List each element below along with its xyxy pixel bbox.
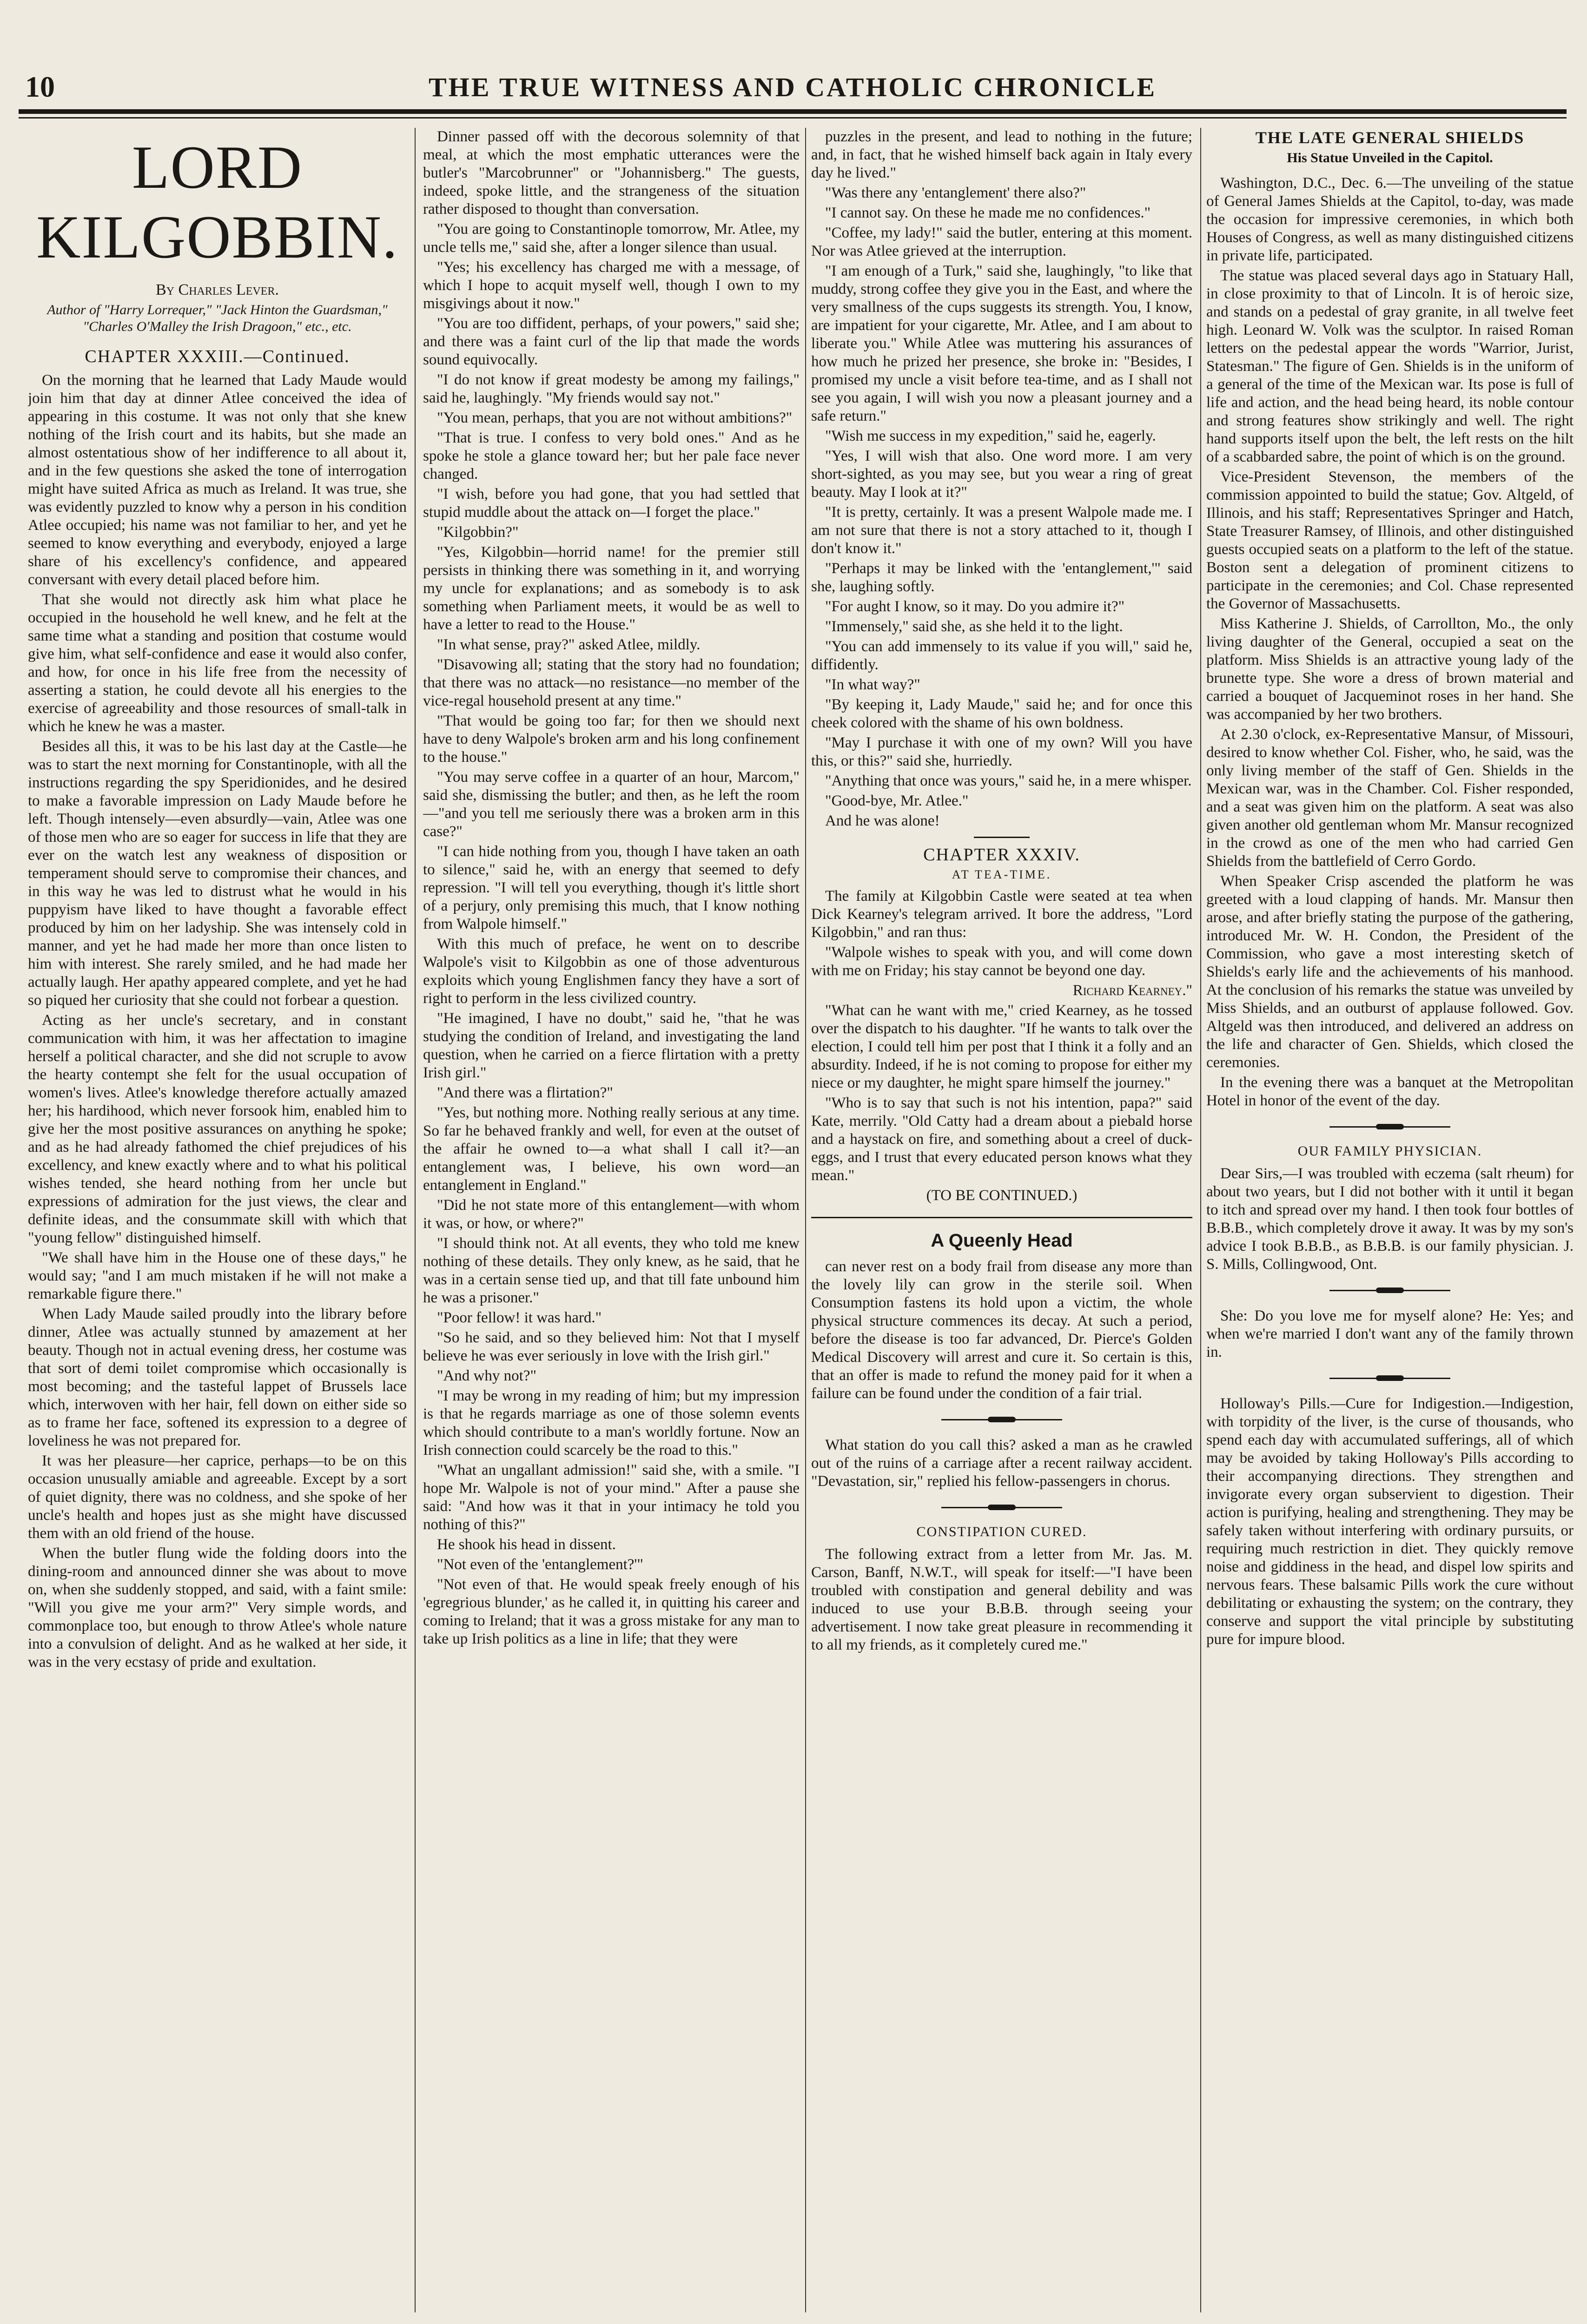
- queenly-head-text: can never rest on a body frail from disease any more than the lovely lily can grow in the sterile soil. When Consumption fastens its hold upon a victim, the whole physical structure commences its decay. At such a period, before the disease is too far advanced, Dr. Pierce's Golden Medical Discovery will arrest and cure it. So certain is this, that an offer is made to refund the money paid for it when a failure can be found under the condition of a fair trial.: [811, 1258, 1192, 1402]
- story-paragraph: "And why not?": [437, 1367, 536, 1384]
- station-joke-text: What station do you call this? asked a man as he crawled out of the ruins of a carriage after a recent railway accident. "Devastation, sir," replied his fellow-passengers in chorus.: [811, 1437, 1192, 1490]
- shields-headline: THE LATE GENERAL SHIELDS: [1255, 128, 1525, 147]
- she-he-joke-text: She: Do you love me for myself alone? He: Yes; and when we're married I don't want any of the family thrown in.: [1206, 1307, 1574, 1360]
- story-paragraph: "Did he not state more of this entanglement—with whom it was, or how, or where?": [423, 1197, 800, 1232]
- story-paragraph: "Yes; his excellency has charged me with a message, of which I hope to acquit myself well, though I own to my misgivings about it now.": [423, 259, 800, 312]
- story-paragraph: "It is pretty, certainly. It was a present Walpole made me. I am not sure that there is not a story attached to it, though I don't know it.": [811, 504, 1192, 557]
- story-paragraph: "What can he want with me," cried Kearney, as he tossed over the dispatch to his daughter. "If he wants to talk over the election, I could tell him per post that I think it a folly and an absurdity. Indeed, if he is not coming to propose for either my niece or my daughter, he might spare himself the journey.": [811, 1002, 1192, 1091]
- page-header: [19, 70, 1567, 112]
- telegram-signature: Richard Kearney.": [1072, 982, 1192, 999]
- story-paragraph: That she would not directly ask him what place he occupied in the household he well knew, and he felt at the same time what a standing and position that costume would give him, what self-confidence and ease it would also confer, and how, for once in his life free from the necessity of asserting a station, he could devote all his energies to the exercise of agreeability and those resources of small-talk in which he knew he was a master.: [28, 591, 407, 735]
- story-paragraph: "By keeping it, Lady Maude," said he; and for once this cheek colored with the shame of his own boldness.: [811, 696, 1192, 731]
- story-paragraph: Acting as her uncle's secretary, and in constant communication with him, it was her affectation to imagine herself a political character, and she did not scruple to avow the hearty contempt she felt for the usual occupation of women's lives. Atlee's knowledge therefore actually amazed her; his hardihood, which never forsook him, enabled him to give her the most positive assurances on anything he spoke; and as he had already fathomed the chief prejudices of his excellency, and knew exactly where and to what his political wishes tended, she heard nothing from her uncle but expressions of admiration for the just views, the clear and definite ideas, and the consummate skill with which that "young fellow" distinguished himself.: [28, 1012, 407, 1246]
- story-paragraph: Dinner passed off with the decorous solemnity of that meal, at which the most emphatic utterances were the butler's "Marcobrunner" or "Johannisberg." The guests, indeed, spoke little, and the strangeness of the situation rather disposed to thought than conversation.: [423, 128, 800, 218]
- story-paragraph: "Walpole wishes to speak with you, and will come down with me on Friday; his stay cannot be beyond one day.: [811, 944, 1192, 979]
- story-paragraph: "I can hide nothing from you, though I have taken an oath to silence," said he, with an energy that seemed to defy repression. "I will tell you everything, though it's little short of a perjury, only premising this much, that I know nothing from Walpole himself.": [423, 843, 800, 932]
- ornamental-rule: [1329, 1375, 1450, 1381]
- family-physician-title: OUR FAMILY PHYSICIAN.: [1297, 1143, 1482, 1159]
- ornamental-rule: [941, 1505, 1062, 1510]
- story-paragraph: "You are going to Constantinople tomorrow, Mr. Atlee, my uncle tells me," said she, after a longer silence than usual.: [423, 221, 800, 256]
- shields-paragraph: Miss Katherine J. Shields, of Carrollton, Mo., the only living daughter of the General, occupied a seat on the platform. Miss Shields is an attractive young lady of the brunette type. She wore a dress of brown material and carried a bouquet of Jacqueminot roses in her hand. She was accompanied by her two brothers.: [1206, 615, 1574, 723]
- story-paragraph: On the morning that he learned that Lady Maude would join him that day at dinner Atlee conceived the idea of appearing in this costume. It was not only that she knew nothing of the Irish court and its habits, but she made an almost ostentatious show of her indifference to all about it, and in the few questions she asked the tone of interrogation might have suited Africa as much as Ireland. It was true, she was evidently puzzled to know why a person in his condition Atlee occupied; his name was not familiar to her, and yet he seemed to know everything and everybody, enjoyed a large share of his excellency's confidence, and appeared conversant with every detail placed before him.: [28, 372, 407, 588]
- story-title: LORD KILGOBBIN.: [36, 133, 398, 271]
- story-paragraph: "Poor fellow! it was hard.": [437, 1309, 602, 1326]
- story-paragraph: "Kilgobbin?": [437, 524, 519, 541]
- story-paragraph: "What an ungallant admission!" said she, with a smile. "I hope Mr. Walpole is not of your mind." After a pause she said: "And how was it that in your intimacy he told you nothing of this?": [423, 1462, 800, 1533]
- story-paragraph: "Coffee, my lady!" said the butler, entering at this moment. Nor was Atlee grieved at the interruption.: [811, 224, 1192, 259]
- story-paragraph: "Not even of that. He would speak freely enough of his 'egregrious blunder,' as he called it, in quitting his career and coming to Ireland; that it was a gross mistake for any man to take up Irish politics as a line in life; that they were: [423, 1576, 800, 1647]
- ornamental-rule: [1329, 1124, 1450, 1129]
- shields-paragraph: At 2.30 o'clock, ex-Representative Mansur, of Missouri, desired to know whether Col. Fisher, who, he said, was the only living member of the staff of Gen. Shields in the Mexican war, was in the Chamber. Col. Fisher responded, and a seat was given him on the platform. A seat was also given another old gentleman whom Mr. Mansur recognized in the crowd as one of the men who had carried Gen Shields from the battlefield of Cerro Gordo.: [1206, 726, 1574, 870]
- story-paragraph: "And there was a flirtation?": [437, 1084, 613, 1101]
- story-paragraph: When the butler flung wide the folding doors into the dining-room and announced dinner she was about to move on, when she suddenly stopped, and said, with a faint smile: "Will you give me your arm?" Very simple words, and commonplace too, but enough to throw Atlee's whole nature into a convulsion of delight. And as he walked at her side, it was in the very ecstasy of pride and exultation.: [28, 1545, 407, 1670]
- story-paragraph: The family at Kilgobbin Castle were seated at tea when Dick Kearney's telegram arrived. It bore the address, "Lord Kilgobbin," and ran thus:: [811, 888, 1192, 941]
- shields-paragraph: In the evening there was a banquet at the Metropolitan Hotel in honor of the event of the day.: [1206, 1074, 1574, 1109]
- column-divider: [415, 128, 416, 2312]
- chapter-heading: CHAPTER XXXIV.: [923, 845, 1080, 865]
- story-paragraph: When Lady Maude sailed proudly into the library before dinner, Atlee was actually stunned by amazement at her beauty. Though not in actual evening dress, her costume was that sort of demi toilet compromise which occasionally is most becoming; and the tasteful lappet of Brussels lace which, interwoven with her hair, fell down on either side so as to frame her face, softened its expression to a degree of loveliness he was not prepared for.: [28, 1306, 407, 1449]
- shields-paragraph: When Speaker Crisp ascended the platform he was greeted with a loud clapping of hands. Mr. Mansur then arose, and after briefly stating the purpose of the gathering, introduced Mr. W. H. Condon, the President of the Commission, who gave a most interesting sketch of Shields's early life and the achievements of his manhood. At the conclusion of his remarks the statue was unveiled by Miss Shields, and an outburst of applause followed. Gov. Altgeld was then introduced, and delivered an address on the life and character of Gen. Shields, which closed the ceremonies.: [1206, 873, 1574, 1071]
- column-divider: [1200, 128, 1201, 2312]
- story-paragraph: "I am enough of a Turk," said she, laughingly, "to like that muddy, strong coffee they give you in the East, and where the very smallness of the cups suggests its strength. You, I know, are impatient for your cigarette, Mr. Atlee, and I am about to liberate you." While Atlee was muttering his assurances of how much he prized her presence, she broke in: "Besides, I promised my uncle a visit before tea-time, and as I shall not see you again, I will wish you now a pleasant journey and a safe return.": [811, 263, 1192, 424]
- story-paragraph: "You are too diffident, perhaps, of your powers," said she; and there was a faint curl of the lip that made the words sound equivocally.: [423, 315, 800, 368]
- story-paragraph: "Good-bye, Mr. Atlee.": [825, 792, 969, 809]
- chapter-subheading: AT TEA-TIME.: [952, 868, 1052, 881]
- story-paragraph: With this much of preface, he went on to describe Walpole's visit to Kilgobbin as one of those adventurous exploits which young Englishmen fancy they have a sort of right to perform in the less civilized country.: [423, 936, 800, 1007]
- shields-paragraph: The statue was placed several days ago in Statuary Hall, in close proximity to that of Lincoln. It is of heroic size, and stands on a pedestal of gray granite, in all twelve feet high. Leonard W. Volk was the sculptor. In raised Roman letters on the pedestal appear the words "Warrior, Jurist, Statesman." The figure of Gen. Shields is in the uniform of a general of the time of the Mexican war. Its pose is full of life and action, and the head being heard, its noble contour and strong features show strikingly and well. The right hand supports itself upon the belt, the left rests on the hilt of a scabbarded sabre, the point of which is on the ground.: [1206, 267, 1574, 465]
- story-paragraph: It was her pleasure—her caprice, perhaps—to be on this occasion unusually amiable and agreeable. Except by a sort of quiet dignity, there was no coldness, and she spoke of her uncle's health and hopes just as she might have discussed them with an old friend of the house.: [28, 1452, 407, 1542]
- story-paragraph: puzzles in the present, and lead to nothing in the future; and, in fact, that he wished himself back again in Italy every day he lived.": [811, 128, 1192, 181]
- column-3: [811, 128, 1192, 2312]
- story-paragraph: He shook his head in dissent.: [437, 1536, 616, 1553]
- story-byline: By Charles Lever.: [156, 281, 279, 298]
- story-paragraph: "That would be going too far; for then we should next have to deny Walpole's broken arm and his long confinement to the house.": [423, 713, 800, 766]
- chapter-heading-continued: CHAPTER XXXIII.—Continued.: [85, 347, 350, 366]
- story-paragraph: "Yes, Kilgobbin—horrid name! for the premier still persists in thinking there was something in it, and worrying my uncle for explanations; and as somebody is to ask something when Parliament meets, it would be as well to have a letter to read to the House.": [423, 544, 800, 633]
- story-paragraph: "We shall have him in the House one of these days," he would say; "and I am much mistaken if he will not make a remarkable figure there.": [28, 1249, 407, 1302]
- story-paragraph: "Immensely," said she, as she held it to the light.: [825, 618, 1123, 635]
- story-paragraph: "I wish, before you had gone, that you had settled that stupid muddle about the attack on—I forget the place.": [423, 486, 800, 521]
- story-paragraph: "Yes, I will wish that also. One word more. I am very short-sighted, as you may see, but you wear a ring of great beauty. May I look at it?": [811, 448, 1192, 501]
- story-byline-works: Author of "Harry Lorrequer," "Jack Hinton the Guardsman," "Charles O'Malley the Irish Dragoon," etc., etc.: [47, 302, 388, 334]
- story-paragraph: "I cannot say. On these he made me no confidences.": [825, 205, 1151, 221]
- column-1: [28, 128, 407, 2312]
- page-number: 10: [25, 70, 55, 103]
- queenly-head-title: A Queenly Head: [931, 1230, 1073, 1251]
- header-rule-thin: [19, 117, 1567, 119]
- column-divider: [805, 128, 806, 2312]
- family-physician-text: Dear Sirs,—I was troubled with eczema (salt rheum) for about two years, but I did not bother with it until it began to itch and spread over my hand. I then took four bottles of B.B.B., which completely drove it away. It was by my son's advice I took B.B.B., as B.B.B. is our family physician. J. S. Mills, Collingwood, Ont.: [1206, 1165, 1574, 1273]
- shields-paragraph: Washington, D.C., Dec. 6.—The unveiling of the statue of General James Shields at the Capitol, to-day, was made the occasion for impressive ceremonies, in which both Houses of Congress, as well as many distinguished citizens in private life, participated.: [1206, 175, 1574, 264]
- story-paragraph: "Perhaps it may be linked with the 'entanglement,'" said she, laughing softly.: [811, 560, 1192, 595]
- story-paragraph: "In what sense, pray?" asked Atlee, mildly.: [437, 636, 701, 653]
- column-4: [1206, 128, 1574, 2312]
- story-paragraph: "I may be wrong in my reading of him; but my impression is that he regards marriage as one of those solemn events which should contribute to a man's worldly fortune. Now an Irish connection could scarcely be the road to this.": [423, 1387, 800, 1459]
- story-paragraph: "For aught I know, so it may. Do you admire it?": [825, 598, 1125, 615]
- section-rule: [974, 837, 1030, 838]
- shields-paragraph: Vice-President Stevenson, the members of the commission appointed to build the statue; Gov. Altgeld, of Illinois, and his staff; Representatives Springer and Hatch, State Treasurer Ramsey, of Illinois, and other distinguished guests occupied seats on a platform to the left of the statue. Boston sent a delegation of prominent citizens to participate in the ceremonies; and Col. Chase represented the Governor of Massachusetts.: [1206, 469, 1574, 612]
- story-paragraph: "Wish me success in my expedition," said he, eagerly.: [825, 428, 1156, 444]
- story-paragraph: "You mean, perhaps, that you are not without ambitions?": [437, 409, 793, 426]
- story-paragraph: "Not even of the 'entanglement?'": [437, 1556, 643, 1573]
- constipation-text: The following extract from a letter from Mr. Jas. M. Carson, Banff, N.W.T., will speak for itself:—"I have been troubled with constipation and general debility and was induced to use your B.B.B. through seeing your advertisement. I now take great pleasure in recommending it to all my friends, as it completely cured me.": [811, 1546, 1192, 1653]
- story-paragraph: "You can add immensely to its value if you will," said he, diffidently.: [811, 638, 1192, 673]
- story-paragraph: "Who is to say that such is not his intention, papa?" said Kate, merrily. "Old Catty had a dream about a piebald horse and a haystack on fire, and something about a creel of duck-eggs, and I trust that every educated person knows what they mean.": [811, 1095, 1192, 1184]
- ornamental-rule: [1329, 1287, 1450, 1293]
- story-paragraph: "I should think not. At all events, they who told me knew nothing of these details. They only knew, as he said, that he was in a certain sense tied up, and that till fate unbound him he was a prisoner.": [423, 1235, 800, 1306]
- section-rule: [811, 1217, 1192, 1218]
- newspaper-title: THE TRUE WITNESS AND CATHOLIC CHRONICLE: [428, 72, 1157, 102]
- story-paragraph: "So he said, and so they believed him: Not that I myself believe he was ever seriously in love with the Irish girl.": [423, 1329, 800, 1364]
- story-paragraph: "May I purchase it with one of my own? Will you have this, or this?" said she, hurriedly.: [811, 734, 1192, 769]
- story-paragraph: "Disavowing all; stating that the story had no foundation; that there was no attack—no resistance—no member of the vice-regal household present at any time.": [423, 656, 800, 709]
- story-paragraph: "That is true. I confess to very bold ones." And as he spoke he stole a glance toward her; but her pale face never changed.: [423, 429, 800, 482]
- ornamental-rule: [941, 1417, 1062, 1422]
- header-rule: [19, 109, 1567, 114]
- story-paragraph: "Anything that once was yours," said he, in a mere whisper.: [825, 772, 1192, 789]
- story-paragraph: "In what way?": [825, 676, 920, 693]
- story-paragraph: Besides all this, it was to be his last day at the Castle—he was to start the next morning for Constantinople, with all the instructions regarding the spy Speridionides, and he desired to make a favorable impression on Lady Maude before he left. Though intensely—even absurdly—vain, Atlee was one of those men who are so eager for success in life that they are ever on the watch lest any weakness of disposition or temperament should serve to compromise their chances, and in this way he was led to distrust what he would in his puppyism have liked to have thought a favorable effect produced by him on her ladyship. She was intensely cold in manner, and yet he had made her more than once listen to him with interest. She rarely smiled, and he had made her actually laugh. Her apathy appeared complete, and yet he had so piqued her curiosity that she could not forbear a question.: [28, 738, 407, 1009]
- story-paragraph: And he was alone!: [825, 812, 940, 829]
- shields-deck: His Statue Unveiled in the Capitol.: [1287, 150, 1493, 165]
- constipation-title: CONSTIPATION CURED.: [916, 1524, 1087, 1539]
- to-be-continued: (TO BE CONTINUED.): [926, 1187, 1078, 1204]
- story-paragraph: "He imagined, I have no doubt," said he, "that he was studying the condition of Ireland, and investigating the land question, when he carried on a fierce flirtation with a pretty Irish girl.": [423, 1010, 800, 1081]
- story-paragraph: "Was there any 'entanglement' there also?": [825, 185, 1086, 201]
- story-paragraph: "Yes, but nothing more. Nothing really serious at any time. So far he behaved frankly and well, for even at the outset of the affair he owned to—a what shall I call it?—an entanglement was, I believe, his own word—an entanglement in England.": [423, 1104, 800, 1194]
- story-paragraph: "I do not know if great modesty be among my failings," said he, laughingly. "My friends would say not.": [423, 371, 800, 406]
- story-paragraph: "You may serve coffee in a quarter of an hour, Marcom," said she, dismissing the butler; and then, as he left the room—"and you tell me seriously there was a broken arm in this case?": [423, 769, 800, 840]
- column-2: [423, 128, 800, 2312]
- holloway-text: Holloway's Pills.—Cure for Indigestion.—Indigestion, with torpidity of the liver, is the curse of thousands, who spend each day with accumulated sufferings, all of which may be avoided by taking Holloway's Pills according to their accompanying directions. They strengthen and invigorate every organ subservient to digestion. Their action is purifying, healing and strengthening. They may be safely taken without interfering with ordinary pursuits, or requiring much restriction in diet. They quickly remove noise and giddiness in the head, and dispel low spirits and nervous fears. These balsamic Pills work the cure without debilitating or exhausting the system; on the contrary, they conserve and support the vital principle by substituting pure for impure blood.: [1206, 1395, 1574, 1648]
